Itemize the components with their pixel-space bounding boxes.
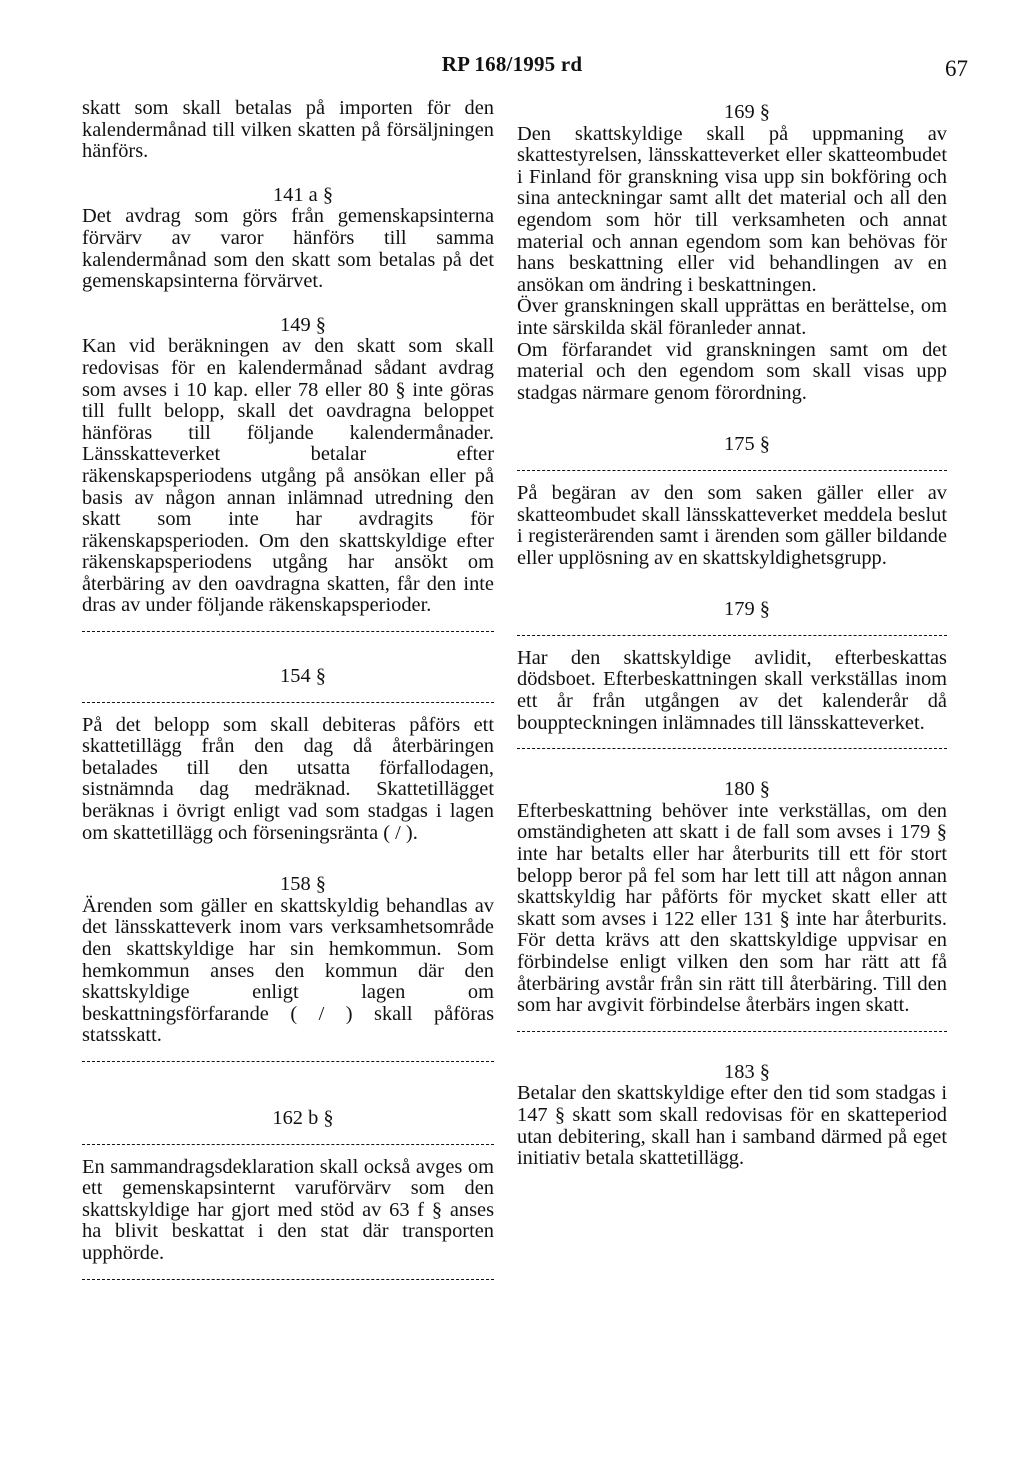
section-text-169-p3: Om förfarandet vid granskningen samt om det material och den egendom som skall visas upp stadgas närmare genom förordning. xyxy=(517,338,947,404)
omission-divider xyxy=(517,470,947,471)
section-heading-162b: 162 b § xyxy=(272,1106,334,1129)
section-text-169-p2: Över granskningen skall upprättas en berättelse, om inte särskilda skäl föranleder annat. xyxy=(517,295,947,339)
section-text-169-p1: Den skattskyldige skall på uppmaning av skattestyrelsen, länsskatteverket eller skatteombudet i Finland för granskning visa upp sin bokföring och sina anteckningar samt allt det material och all den egendom som hör till verksamheten och annat material och annan egendom som kan behövas för hans beskattning eller vid behandlingen av en ansökan om ändring i beskattningen. xyxy=(517,122,947,296)
intro-paragraph: skatt som skall betalas på importen för den kalendermånad till vilken skatten på försäljningen hänförs. xyxy=(82,97,494,163)
section-heading-149: 149 § xyxy=(280,313,326,336)
omission-divider xyxy=(82,702,494,703)
page-header xyxy=(0,52,1024,82)
page-number: 67 xyxy=(945,56,968,81)
section-heading-158: 158 § xyxy=(280,873,326,896)
section-text-180: Efterbeskattning behöver inte verkställas, om den omständigheten att skatt i de fall som avses i 179 § inte har betalts eller har återburits till ett för stort belopp beror på fel som har lett till att någon annan skattskyldig har påförts för mycket skatt eller att skatt som avses i 122 eller 131 § inte har återburits. För detta krävs att den skattskyldige uppvisar en förbindelse enligt vilken den som har rätt att få återbäring avstår från sin rätt till återbäring. Till den som har avgivit förbindelse återbärs ingen skatt. xyxy=(517,799,947,1017)
section-text-162b: En sammandragsdeklaration skall också avges om ett gemenskapsinternt varuförvärv som den skattskyldige har gjort med stöd av 63 f § anses ha blivit beskattat i den stat där transporten upphörde. xyxy=(82,1155,494,1264)
omission-divider xyxy=(82,631,494,632)
omission-divider xyxy=(517,635,947,636)
omission-divider xyxy=(517,1031,947,1032)
omission-divider xyxy=(82,1061,494,1062)
section-text-179: Har den skattskyldige avlidit, efterbeskattas dödsboet. Efterbeskattningen skall verkställas inom ett år från utgången av det kalenderår då bouppteckningen inlämnades till länsskatteverket. xyxy=(517,646,947,734)
section-text-175: På begäran av den som saken gäller eller av skatteombudet skall länsskatteverket meddela beslut i registerärenden samt i ärenden som gäller bildande eller upplösning av en skattskyldighetsgrupp. xyxy=(517,481,947,569)
left-column xyxy=(82,98,494,1292)
section-heading-141a: 141 a § xyxy=(272,183,334,206)
section-text-154: På det belopp som skall debiteras påförs ett skattetillägg från den dag då återbäringen betalades till den utsatta förfallodagen, sistnämnda dag medräknad. Skattetillägget beräknas i övrigt enligt vad som stadgas i lagen om skattetillägg och förseningsränta ( / ). xyxy=(82,713,494,844)
omission-divider xyxy=(82,1144,494,1145)
section-heading-183: 183 § xyxy=(724,1060,770,1083)
section-heading-169: 169 § xyxy=(724,101,770,123)
section-heading-175: 175 § xyxy=(724,433,770,456)
right-column xyxy=(517,98,947,1170)
section-text-183: Betalar den skattskyldige efter den tid som stadgas i 147 § skatt som skall redovisas för en skatteperiod utan debitering, skall han i samband därmed på eget initiativ betala skattetillägg. xyxy=(517,1082,947,1170)
document-title: RP 168/1995 rd xyxy=(441,52,583,76)
section-text-158: Ärenden som gäller en skattskyldig behandlas av det länsskatteverk inom vars verksamhetsområde den skattskyldige har sin hemkommun. Som hemkommun anses den kommun där den skattskyldige enligt lagen om beskattningsförfarande ( / ) skall påföras statsskatt. xyxy=(82,894,494,1047)
section-heading-180: 180 § xyxy=(724,778,770,801)
omission-divider xyxy=(82,1279,494,1280)
section-text-141a: Det avdrag som görs från gemenskapsinterna förvärv av varor hänförs till samma kalendermånad som den skatt som betalas på det gemenskapsinterna förvärvet. xyxy=(82,205,494,293)
section-text-149: Kan vid beräkningen av den skatt som skall redovisas för en kalendermånad sådant avdrag som avses i 10 kap. eller 78 eller 80 § inte göras till fullt belopp, skall det oavdragna beloppet hänföras till följande kalendermånader. Länsskatteverket betalar efter räkenskapsperiodens utgång på ansökan eller på basis av någon annan inlämnad utredning den skatt som inte har avdragits för räkenskapsperioden. Om den skattskyldige efter räkenskapsperiodens utgång har ansökt om återbäring av den oavdragna skatten, får den inte dras av under följande räkenskapsperioder. xyxy=(82,335,494,617)
section-heading-154: 154 § xyxy=(280,665,326,688)
omission-divider xyxy=(517,748,947,749)
section-heading-179: 179 § xyxy=(724,598,770,621)
